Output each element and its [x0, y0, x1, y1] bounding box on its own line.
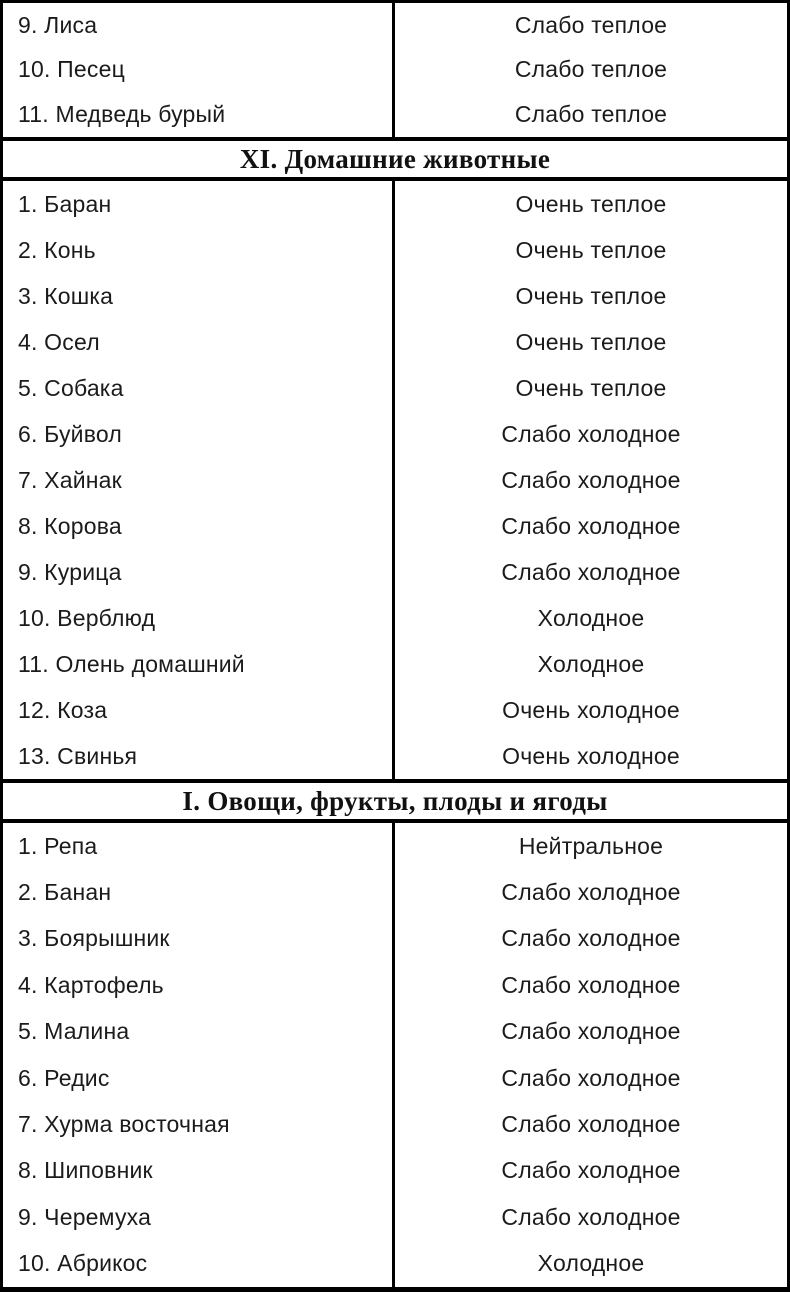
item-value-cell: Слабо холодное: [501, 1203, 681, 1230]
item-label-cell: 1. Баран: [3, 181, 395, 227]
table-row: [3, 962, 787, 1008]
section-header-vegetables-fruits: I. Овощи, фрукты, плоды и ягоды: [3, 779, 787, 823]
table-row: [3, 641, 787, 687]
item-value-cell: Слабо холодное: [501, 512, 681, 539]
item-value-cell: Слабо холодное: [501, 1157, 681, 1184]
item-label-cell: 8. Шиповник: [3, 1148, 395, 1194]
item-value-cell: Слабо холодное: [501, 971, 681, 998]
item-label-cell: 6. Буйвол: [3, 411, 395, 457]
table-row: [3, 1009, 787, 1055]
item-label-cell: 4. Осел: [3, 319, 395, 365]
table-row: [3, 273, 787, 319]
item-value-cell: Слабо холодное: [501, 1064, 681, 1091]
item-label-cell: 7. Хурма восточная: [3, 1101, 395, 1147]
item-label-cell: 13. Свинья: [3, 733, 395, 779]
section-rows: [3, 823, 787, 1287]
item-label-cell: 7. Хайнак: [3, 457, 395, 503]
item-label-cell: 2. Банан: [3, 869, 395, 915]
item-value-cell: Слабо холодное: [501, 1018, 681, 1045]
table-row: [3, 3, 787, 48]
item-value-cell: Нейтральное: [518, 832, 664, 859]
item-label-cell: 9. Лиса: [3, 3, 395, 48]
item-value-cell: Слабо теплое: [514, 56, 668, 83]
item-value-cell: Холодное: [537, 650, 645, 677]
item-value-cell: Очень теплое: [515, 282, 667, 309]
section-rows: [3, 181, 787, 779]
item-label-cell: 9. Черемуха: [3, 1194, 395, 1240]
item-value-cell: Очень холодное: [502, 696, 680, 723]
item-value-cell: Слабо холодное: [501, 925, 681, 952]
table-row: [3, 92, 787, 137]
item-label-cell: 1. Репа: [3, 823, 395, 869]
table-row: [3, 549, 787, 595]
item-value-cell: Слабо холодное: [501, 558, 681, 585]
table-row: [3, 595, 787, 641]
table-row: [3, 1055, 787, 1101]
table-row: [3, 411, 787, 457]
table-row: [3, 733, 787, 779]
item-label-cell: 3. Кошка: [3, 273, 395, 319]
item-label-cell: 6. Редис: [3, 1055, 395, 1101]
item-value-cell: Слабо холодное: [501, 1111, 681, 1138]
table-row: [3, 181, 787, 227]
item-value-cell: Слабо холодное: [501, 466, 681, 493]
table-row: [3, 457, 787, 503]
table-row: [3, 1194, 787, 1240]
item-value-cell: Слабо теплое: [514, 11, 668, 38]
item-label-cell: 12. Коза: [3, 687, 395, 733]
item-label-cell: 2. Конь: [3, 227, 395, 273]
item-label-cell: 5. Собака: [3, 365, 395, 411]
table-row: [3, 503, 787, 549]
table-row: [3, 365, 787, 411]
table-row: [3, 48, 787, 93]
item-label-cell: 8. Корова: [3, 503, 395, 549]
item-label-cell: 10. Верблюд: [3, 595, 395, 641]
table-row: [3, 687, 787, 733]
section-header-domestic-animals: XI. Домашние животные: [3, 137, 787, 181]
item-label-cell: 10. Песец: [3, 48, 395, 93]
item-label-cell: 5. Малина: [3, 1009, 395, 1055]
item-value-cell: Очень теплое: [515, 236, 667, 263]
item-label-cell: 9. Курица: [3, 549, 395, 595]
table-row: [3, 869, 787, 915]
table-row: [3, 823, 787, 869]
section-rows: [3, 3, 787, 137]
item-value-cell: Очень теплое: [515, 328, 667, 355]
item-label-cell: 11. Олень домашний: [3, 641, 395, 687]
table-section-wild-animals-tail: [3, 3, 787, 137]
table-row: [3, 916, 787, 962]
item-label-cell: 4. Картофель: [3, 962, 395, 1008]
table-row: [3, 1241, 787, 1287]
item-value-cell: Холодное: [537, 1250, 645, 1277]
item-value-cell: Очень холодное: [502, 742, 680, 769]
table-row: [3, 1148, 787, 1194]
item-label-cell: 11. Медведь бурый: [3, 92, 395, 137]
table-section-vegetables-fruits: [3, 779, 787, 1287]
table-row: [3, 227, 787, 273]
item-label-cell: 10. Абрикос: [3, 1241, 395, 1287]
table-row: [3, 1101, 787, 1147]
item-value-cell: Очень теплое: [515, 374, 667, 401]
item-value-cell: Слабо теплое: [514, 101, 668, 128]
item-value-cell: Слабо холодное: [501, 879, 681, 906]
item-value-cell: Слабо холодное: [501, 420, 681, 447]
table-row: [3, 319, 787, 365]
item-value-cell: Холодное: [537, 604, 645, 631]
item-value-cell: Очень теплое: [515, 190, 667, 217]
item-label-cell: 3. Боярышник: [3, 916, 395, 962]
table-section-domestic-animals: [3, 137, 787, 779]
